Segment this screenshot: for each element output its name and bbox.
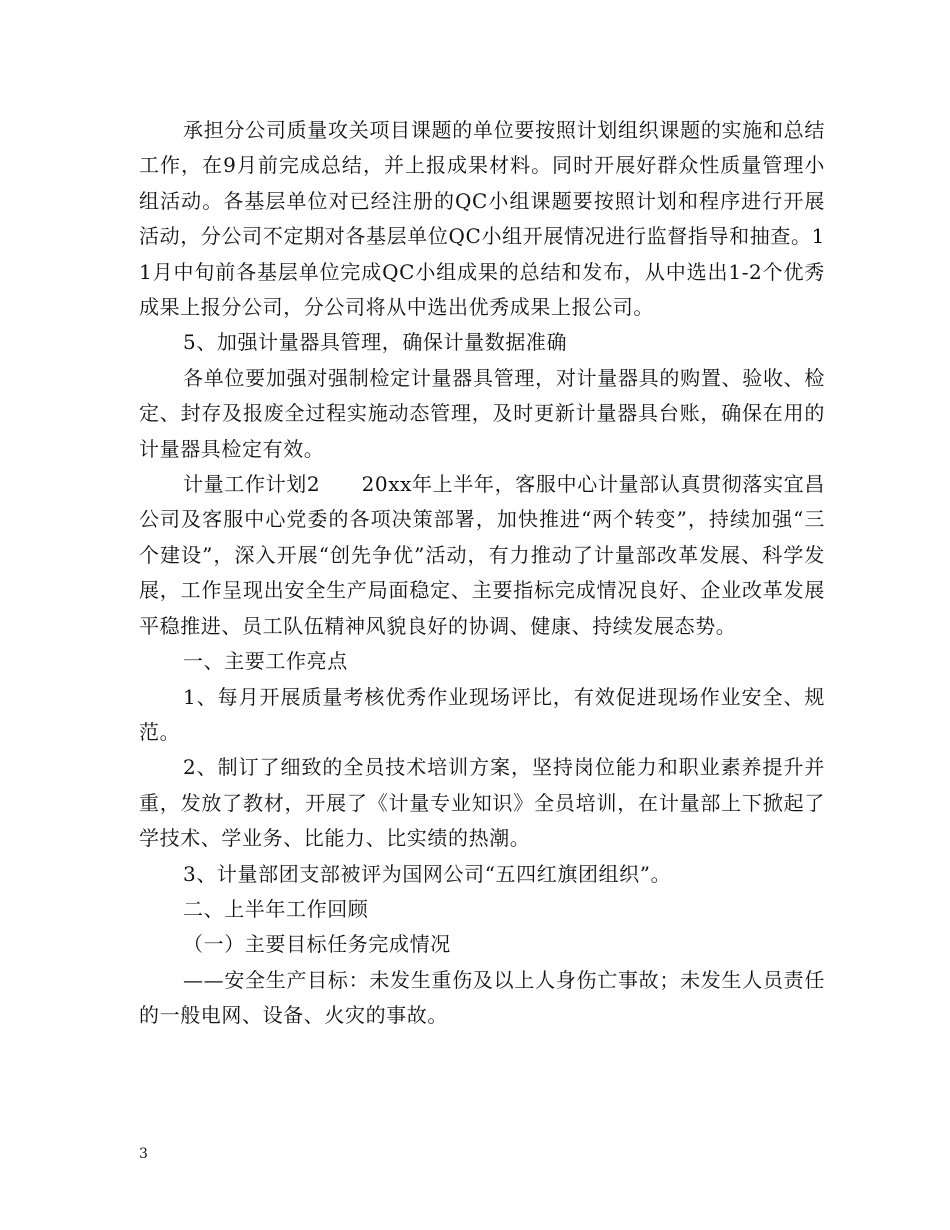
- page-number: 3: [139, 1146, 148, 1162]
- heading-work-highlights: 一、主要工作亮点: [183, 649, 348, 674]
- list-item-highlight-1: 1、每月开展质量考核优秀作业现场评比，有效促进现场作业安全、规范。: [139, 684, 825, 744]
- heading-half-year-review: 二、上半年工作回顾: [183, 896, 369, 921]
- paragraph-measurement-plan-2: 计量工作计划2 20xx年上半年，客服中心计量部认真贯彻落实宜昌公司及客服中心党委的各项决策部署，加快推进“两个转变”，持续加强“三个建设”，深入开展“创先争优”活动，有力推动了计量部改革发展、科学发展，工作呈现出安全生产局面稳定、主要指标完成情况良好、企业改革发展平稳推进、员工队伍精神风貌良好的协调、健康、持续发展态势。: [139, 472, 825, 638]
- paragraph-instrument-verification: 各单位要加强对强制检定计量器具管理，对计量器具的购置、验收、检定、封存及报废全过程实施动态管理，及时更新计量器具台账，确保在用的计量器具检定有效。: [139, 365, 825, 461]
- paragraph-safety-target: ——安全生产目标：未发生重伤及以上人身伤亡事故；未发生人员责任的一般电网、设备、火灾的事故。: [139, 967, 825, 1028]
- heading-measuring-instrument-management: 5、加强计量器具管理，确保计量数据准确: [183, 330, 568, 355]
- document-body: [139, 113, 825, 1034]
- list-item-highlight-2: 2、制订了细致的全员技术培训方案，坚持岗位能力和职业素养提升并重，发放了教材，开展了《计量专业知识》全员培训，在计量部上下掀起了学技术、学业务、比能力、比实绩的热潮。: [139, 755, 825, 851]
- subheading-target-completion: （一）主要目标任务完成情况: [183, 932, 451, 957]
- paragraph-qc-activities: 承担分公司质量攻关项目课题的单位要按照计划组织课题的实施和总结工作，在9月前完成总结，并上报成果材料。同时开展好群众性质量管理小组活动。各基层单位对已经注册的QC小组课题要按照计划和程序进行开展活动，分公司不定期对各基层单位QC小组开展情况进行监督指导和抽查。11月中旬前各基层单位完成QC小组成果的总结和发布，从中选出1-2个优秀成果上报分公司，分公司将从中选出优秀成果上报公司。: [139, 118, 825, 320]
- list-item-highlight-3: 3、计量部团支部被评为国网公司“五四红旗团组织”。: [183, 861, 672, 886]
